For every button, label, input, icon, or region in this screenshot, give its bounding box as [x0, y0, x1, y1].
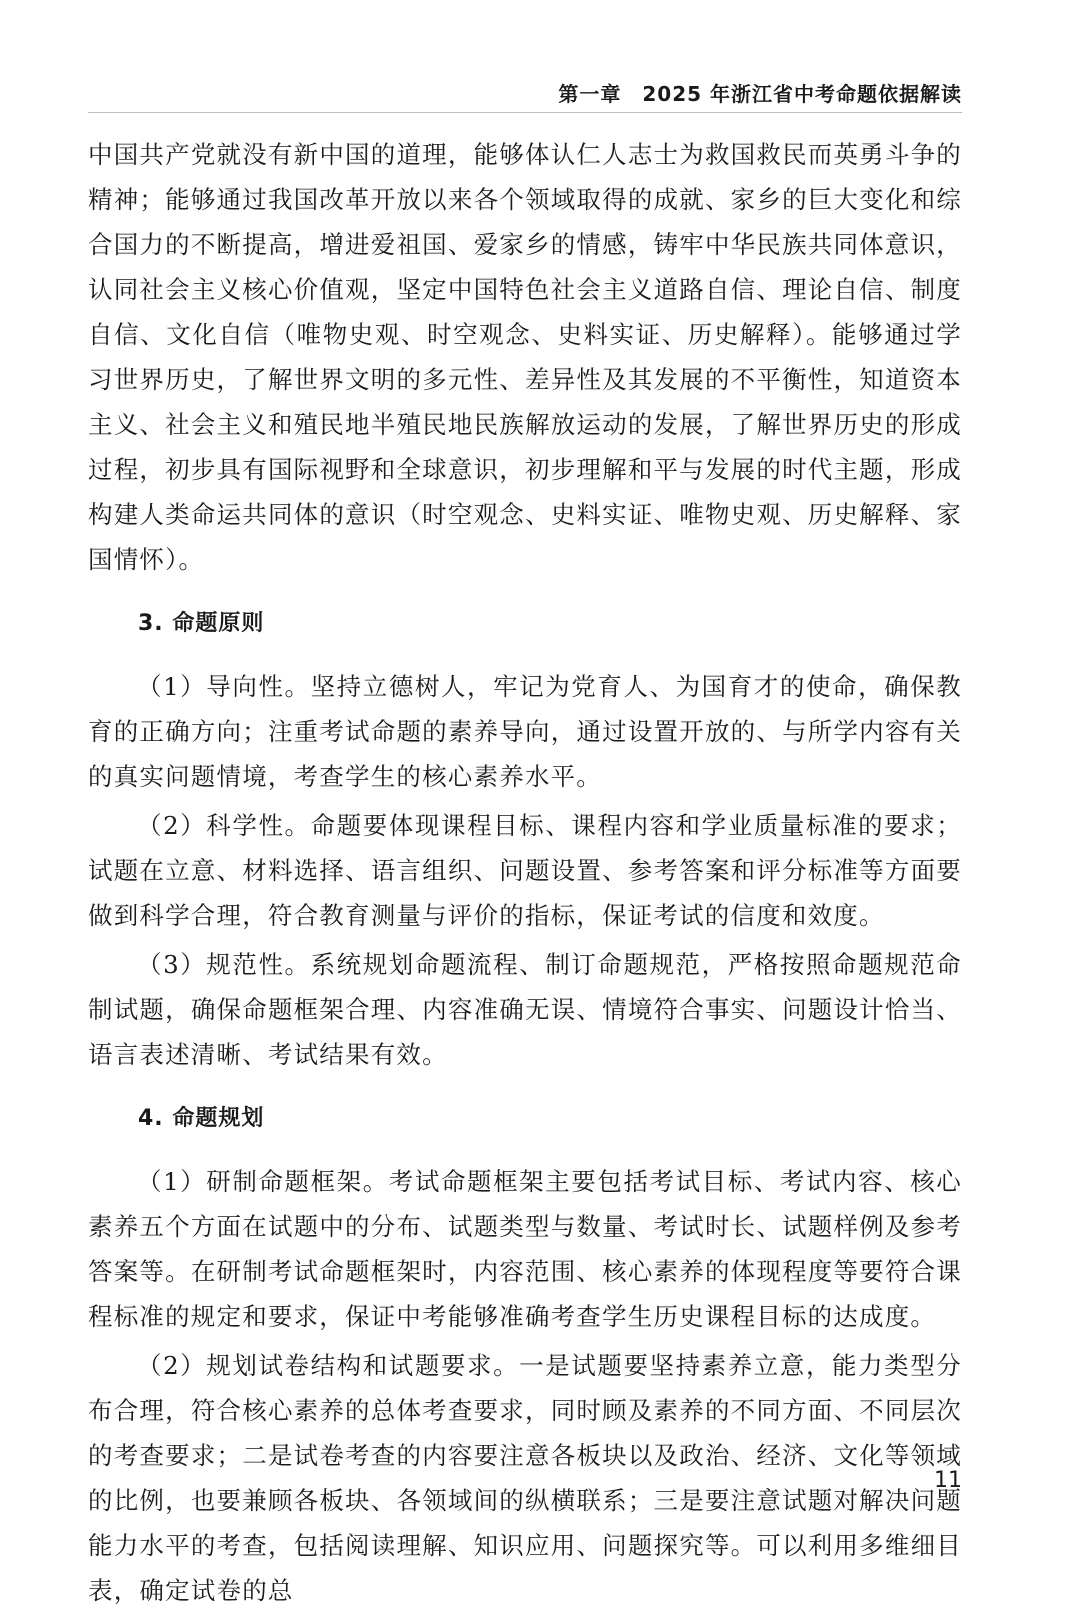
paragraph-structure: （2）规划试卷结构和试题要求。一是试题要坚持素养立意，能力类型分布合理，符合核心素养的总体考查要求，同时顾及素养的不同方面、不同层次的考查要求；二是试卷考查的内容要注意各板块以及政治、经济、文化等领域的比例，也要兼顾各板块、各领域间的纵横联系；三是要注意试题对解决问题能力水平的考查，包括阅读理解、知识应用、问题探究等。可以利用多维细目表，确定试卷的总 [88, 1351, 962, 1605]
paragraph-scientific: （2）科学性。命题要体现课程目标、课程内容和学业质量标准的要求；试题在立意、材料选择、语言组织、问题设置、参考答案和评分标准等方面要做到科学合理，符合教育测量与评价的指标，保证考试的信度和效度。 [88, 811, 962, 930]
section-heading-principles: 3. 命题原则 [138, 611, 265, 636]
header-divider [88, 112, 962, 113]
page-number: 11 [934, 1468, 962, 1493]
paragraph-normative: （3）规范性。系统规划命题流程、制订命题规范，严格按照命题规范命制试题，确保命题框架合理、内容准确无误、情境符合事实、问题设计恰当、语言表述清晰、考试结果有效。 [88, 950, 962, 1069]
section-heading-planning: 4. 命题规划 [138, 1106, 265, 1131]
intro-paragraph: 中国共产党就没有新中国的道理，能够体认仁人志士为救国救民而英勇斗争的精神；能够通过我国改革开放以来各个领域取得的成就、家乡的巨大变化和综合国力的不断提高，增进爱祖国、爱家乡的情感，铸牢中华民族共同体意识，认同社会主义核心价值观，坚定中国特色社会主义道路自信、理论自信、制度自信、文化自信（唯物史观、时空观念、史料实证、历史解释）。能够通过学习世界历史，了解世界文明的多元性、差异性及其发展的不平衡性，知道资本主义、社会主义和殖民地半殖民地民族解放运动的发展，了解世界历史的形成过程，初步具有国际视野和全球意识，初步理解和平与发展的时代主题，形成构建人类命运共同体的意识（时空观念、史料实证、唯物史观、历史解释、家国情怀）。 [88, 140, 962, 574]
running-header: 第一章 2025 年浙江省中考命题依据解读 [558, 82, 962, 106]
page-body [88, 132, 962, 1617]
paragraph-guidance: （1）导向性。坚持立德树人，牢记为党育人、为国育才的使命，确保教育的正确方向；注重考试命题的素养导向，通过设置开放的、与所学内容有关的真实问题情境，考查学生的核心素养水平。 [88, 672, 962, 791]
paragraph-framework: （1）研制命题框架。考试命题框架主要包括考试目标、考试内容、核心素养五个方面在试题中的分布、试题类型与数量、考试时长、试题样例及参考答案等。在研制考试命题框架时，内容范围、核心素养的体现程度等要符合课程标准的规定和要求，保证中考能够准确考查学生历史课程目标的达成度。 [88, 1167, 962, 1331]
